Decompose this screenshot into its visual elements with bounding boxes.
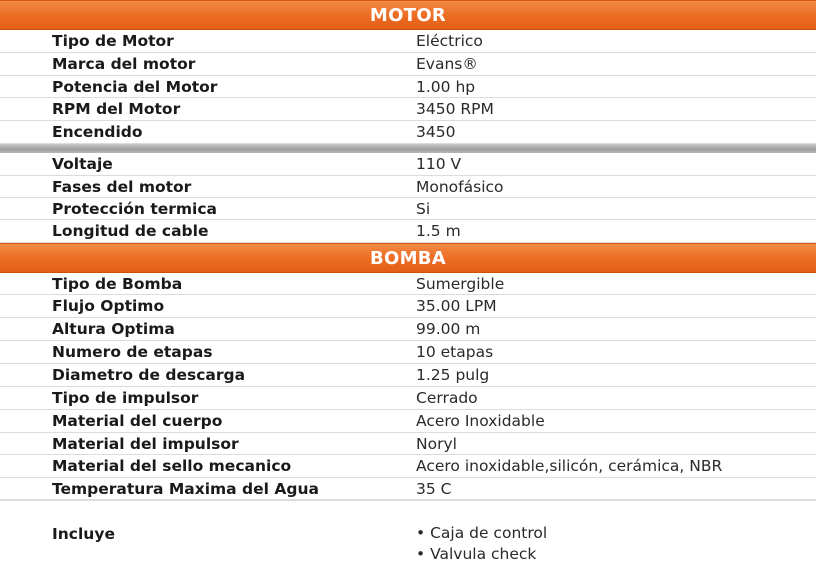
motor-spec-group-2 [0,153,816,243]
includes-item: • Valvula check [416,544,547,565]
spec-row [0,30,816,53]
motor-section-header: MOTOR [0,0,816,30]
spec-row [0,455,816,478]
spec-label: Marca del motor [52,55,196,73]
spec-label: Protección termica [52,200,218,218]
spec-label: Tipo de Motor [52,32,174,50]
includes-label: Incluye [52,525,115,543]
spec-value: 35.00 LPM [416,297,497,315]
spec-label: Tipo de impulsor [52,389,199,407]
spec-row [0,220,816,243]
spec-value: 1.5 m [416,222,461,240]
spec-row [0,198,816,220]
spec-label: Numero de etapas [52,343,213,361]
spec-row [0,76,816,98]
bomba-spec-group [0,273,816,500]
spec-label: Altura Optima [52,320,175,338]
spec-value: Eléctrico [416,32,483,50]
spec-row [0,410,816,433]
spec-label: Fases del motor [52,178,192,196]
spec-value: Acero Inoxidable [416,412,545,430]
spec-row [0,364,816,387]
spec-value: 35 C [416,480,452,498]
spec-row [0,98,816,121]
spec-label: Temperatura Maxima del Agua [52,480,319,498]
spec-value: 1.00 hp [416,78,476,96]
spec-label: Potencia del Motor [52,78,218,96]
spec-row [0,478,816,500]
includes-row [0,500,816,561]
spec-value: Sumergible [416,275,505,293]
spec-label: Longitud de cable [52,222,209,240]
motor-spec-group-1 [0,30,816,144]
spec-row [0,318,816,341]
spec-label: Material del cuerpo [52,412,223,430]
bomba-section-header: BOMBA [0,243,816,273]
spec-row [0,341,816,364]
section-divider [0,144,816,153]
spec-value: 99.00 m [416,320,481,338]
spec-value: 3450 RPM [416,100,494,118]
spec-label: Voltaje [52,155,113,173]
spec-label: Flujo Optimo [52,297,165,315]
spec-row [0,121,816,144]
spec-value: 1.25 pulg [416,366,490,384]
spec-value: 3450 [416,123,456,141]
spec-row [0,387,816,410]
spec-value: Noryl [416,435,457,453]
spec-row [0,53,816,76]
spec-row [0,273,816,295]
spec-label: Tipo de Bomba [52,275,183,293]
spec-value: Monofásico [416,178,504,196]
spec-value: 10 etapas [416,343,494,361]
spec-value: Acero inoxidable,silicón, cerámica, NBR [416,457,723,475]
spec-row [0,295,816,318]
includes-list [416,523,547,565]
includes-item: • Caja de control [416,523,547,544]
spec-value: Evans® [416,55,478,73]
spec-row [0,433,816,455]
spec-label: Encendido [52,123,143,141]
spec-value: Si [416,200,431,218]
spec-label: Material del sello mecanico [52,457,292,475]
spec-label: Diametro de descarga [52,366,246,384]
spec-row [0,176,816,198]
spec-value: 110 V [416,155,462,173]
spec-label: RPM del Motor [52,100,181,118]
spec-row [0,153,816,176]
spec-label: Material del impulsor [52,435,239,453]
spec-value: Cerrado [416,389,478,407]
